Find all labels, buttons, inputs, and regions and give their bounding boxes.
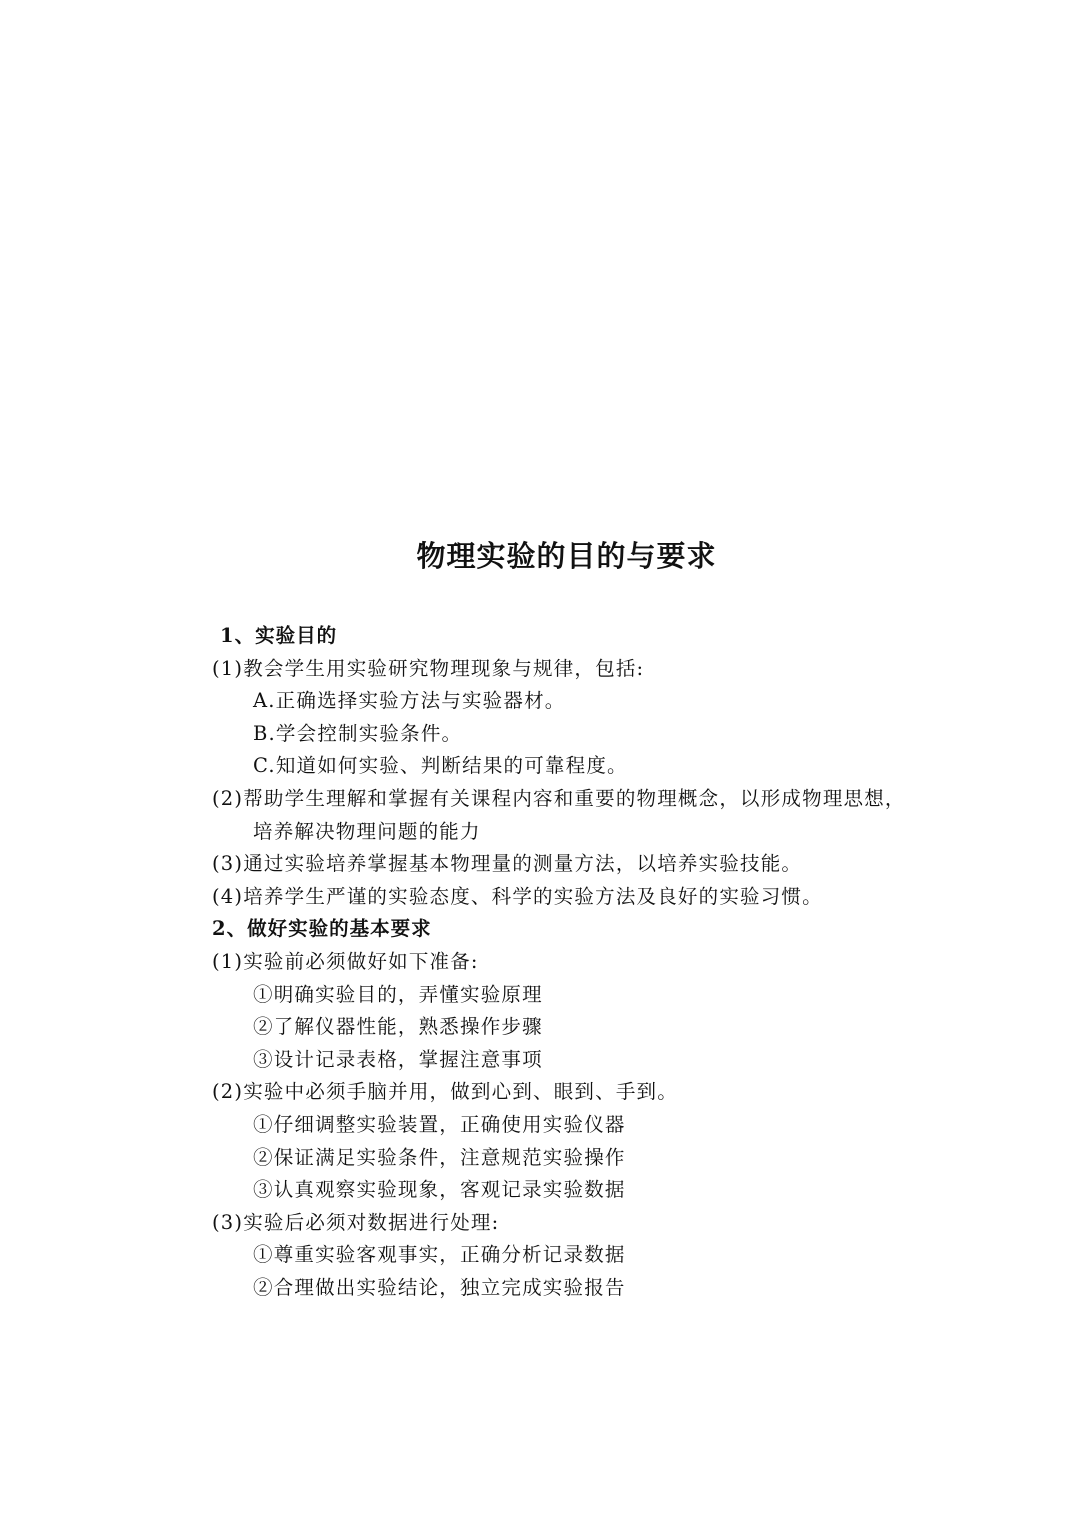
sub-list-item: ③设计记录表格，掌握注意事项 xyxy=(253,1047,543,1071)
sub-list-item: ①仔细调整实验装置，正确使用实验仪器 xyxy=(253,1112,626,1136)
sub-list-item: ②了解仪器性能，熟悉操作步骤 xyxy=(253,1015,543,1039)
sub-list-item: ②合理做出实验结论，独立完成实验报告 xyxy=(253,1275,626,1299)
list-item: (2)实验中必须手脑并用，做到心到、眼到、手到。 xyxy=(212,1080,678,1104)
list-item-continuation: 培养解决物理问题的能力 xyxy=(253,819,481,843)
sub-list-item: B.学会控制实验条件。 xyxy=(253,721,463,745)
sub-list-item: ①尊重实验客观事实，正确分析记录数据 xyxy=(253,1243,626,1267)
document-body xyxy=(212,620,972,1304)
list-item: (2)帮助学生理解和掌握有关课程内容和重要的物理概念，以形成物理思想， xyxy=(212,786,906,810)
sub-list-item: ③认真观察实验现象，客观记录实验数据 xyxy=(253,1178,626,1202)
sub-list-item: C.知道如何实验、判断结果的可靠程度。 xyxy=(253,754,628,778)
page-title: 物理实验的目的与要求 xyxy=(416,539,717,573)
section-heading-requirements: 2、做好实验的基本要求 xyxy=(212,917,432,941)
sub-list-item: ①明确实验目的，弄懂实验原理 xyxy=(253,982,543,1006)
section-heading-purpose: 1、实验目的 xyxy=(220,624,338,647)
list-item: (3)实验后必须对数据进行处理: xyxy=(212,1210,500,1234)
sub-list-item: ②保证满足实验条件，注意规范实验操作 xyxy=(253,1145,626,1169)
list-item: (3)通过实验培养掌握基本物理量的测量方法，以培养实验技能。 xyxy=(212,852,803,876)
list-item: (4)培养学生严谨的实验态度、科学的实验方法及良好的实验习惯。 xyxy=(212,884,823,908)
list-item: (1)实验前必须做好如下准备: xyxy=(212,949,479,973)
list-item: (1)教会学生用实验研究物理现象与规律，包括: xyxy=(212,656,645,680)
sub-list-item: A.正确选择实验方法与实验器材。 xyxy=(253,689,566,713)
